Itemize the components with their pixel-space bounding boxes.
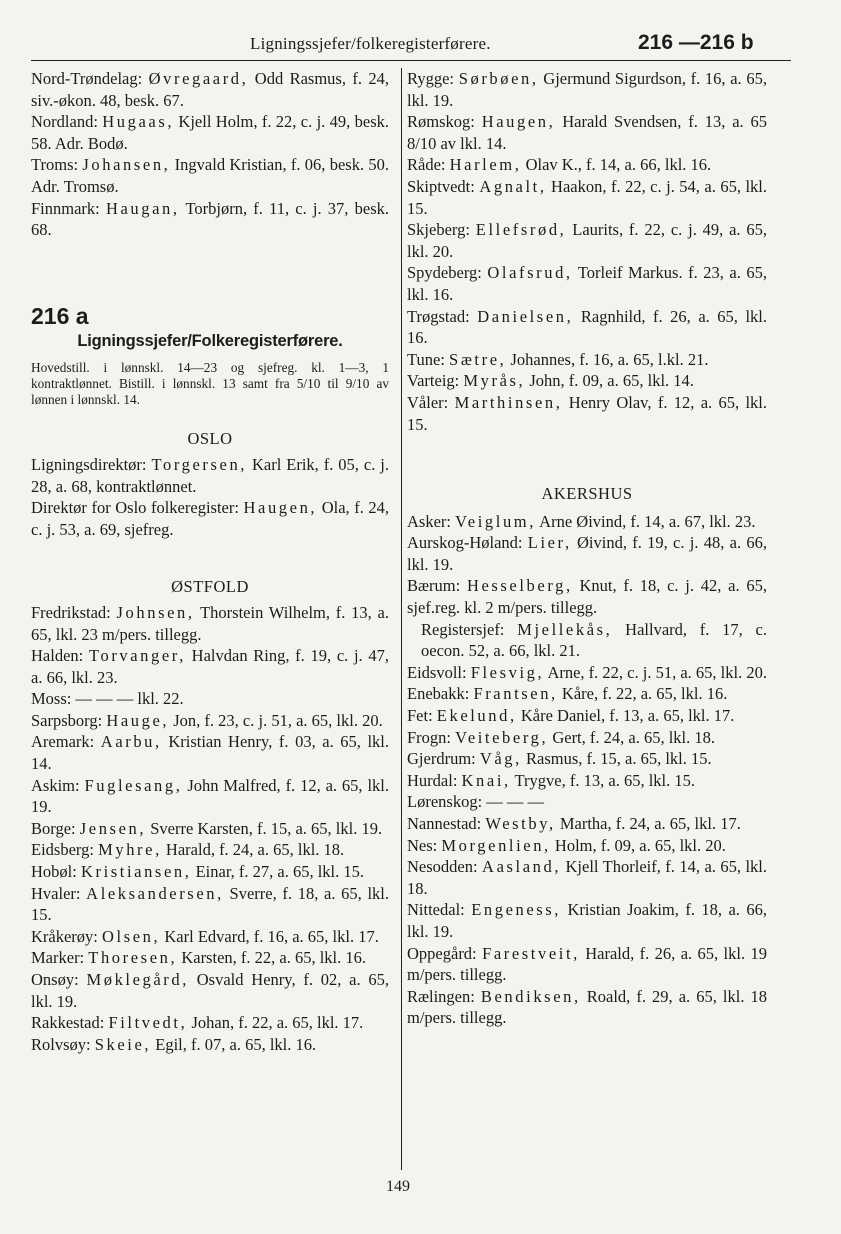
entry-surname: Aasland, — [482, 857, 562, 877]
directory-entry — [31, 926, 389, 948]
entry-details: Kristian Henry, f. 03, a. 65, lkl. 14. — [31, 732, 389, 774]
entry-place: Rygge: — [407, 69, 455, 88]
entry-surname: Veiteberg, — [455, 727, 549, 747]
directory-entry — [407, 370, 767, 392]
entry-details: Sverre Karsten, f. 15, a. 65, lkl. 19. — [146, 818, 383, 838]
entry-place: Troms: — [31, 155, 79, 175]
entry-details: Rasmus, f. 15, a. 65, lkl. 15. — [521, 749, 712, 769]
entry-details: Halvdan Ring, f. 19, c. j. 47, a. 66, lkl. 23. — [31, 646, 390, 687]
entry-details: Haakon, f. 22, c. j. 54, a. 65, lkl. 15. — [407, 176, 767, 218]
entry-place: Eidsvoll: — [407, 662, 467, 682]
entry-details: Einar, f. 27, a. 65, lkl. 15. — [191, 862, 365, 882]
entry-surname: Haugan, — [105, 198, 180, 218]
entry-surname: Torgersen, — [151, 454, 248, 474]
section-number: 216 a — [31, 302, 89, 329]
directory-entry — [31, 497, 389, 540]
section-note: Hovedstill. i lønnskl. 14—23 og sjefreg. kl. 1—3, 1 kontraktlønnet. Bistill. i lønnskl. 13 samt fra 5/10 til 9/10 av lønnen i lønnskl. 14. — [31, 360, 389, 408]
directory-entry — [407, 262, 767, 305]
entry-place: Enebakk: — [407, 684, 470, 704]
directory-entry — [31, 731, 389, 774]
directory-entry — [31, 111, 389, 154]
directory-entry — [407, 219, 767, 262]
directory-entry — [407, 154, 767, 176]
akershus-entries — [407, 511, 767, 1029]
directory-entry — [31, 947, 389, 969]
entry-surname: Aleksandersen, — [86, 883, 224, 903]
directory-entry — [31, 1012, 389, 1034]
entry-details: Kåre Daniel, f. 13, a. 65, lkl. 17. — [516, 706, 735, 726]
entry-place: Sarpsborg: — [31, 710, 103, 730]
entry-surname: Engeness, — [471, 900, 562, 920]
entry-surname: Harlem, — [449, 155, 522, 175]
directory-entry — [31, 883, 389, 926]
entry-details: Laurits, f. 22, c. j. 49, a. 65, lkl. 20. — [407, 220, 768, 261]
entry-details: Kjell Holm, f. 22, c. j. 49, besk. 58. Adr. Bodø. — [31, 112, 389, 153]
entry-place: Rakkestad: — [31, 1013, 105, 1033]
directory-entry — [31, 839, 389, 861]
entry-details: Trygve, f. 13, a. 65, lkl. 15. — [510, 770, 695, 790]
entry-place: Nittedal: — [407, 900, 465, 920]
entry-place: Eidsberg: — [31, 840, 94, 860]
entry-place: Moss: — [31, 689, 72, 709]
entry-place: Fredrikstad: — [31, 602, 111, 622]
directory-entry — [407, 111, 767, 154]
directory-entry — [31, 775, 389, 818]
entry-place: Gjerdrum: — [407, 749, 476, 769]
region-heading-ostfold: ØSTFOLD — [171, 577, 249, 597]
directory-entry — [407, 986, 767, 1029]
directory-entry — [407, 899, 767, 942]
entry-place: Nord-Trøndelag: — [31, 69, 143, 88]
entry-place: Rælingen: — [407, 986, 475, 1006]
directory-entry — [407, 813, 767, 835]
directory-entry — [407, 306, 767, 349]
entry-place: Registersjef: — [421, 619, 505, 639]
entry-surname: Veiglum, — [455, 511, 536, 531]
directory-entry — [407, 943, 767, 986]
entry-surname: Våg, — [479, 749, 522, 769]
header-rule — [31, 60, 791, 61]
section-heading: Ligningssjefer/Folkeregisterførere. — [77, 331, 343, 350]
entry-details: Hallvard, f. 17, c. oecon. 52, a. 66, lkl. 21. — [421, 619, 768, 661]
entry-place: Oppegård: — [407, 943, 477, 963]
entry-place: Halden: — [31, 646, 84, 666]
directory-entry — [31, 969, 389, 1012]
entry-surname: Fuglesang, — [84, 775, 183, 795]
entry-details: — — — — [486, 792, 545, 812]
entry-details: Thorstein Wilhelm, f. 13, a. 65, lkl. 23 m/pers. tillegg. — [31, 602, 389, 644]
entry-details: Osvald Henry, f. 02, a. 65, lkl. 19. — [31, 970, 389, 1011]
entry-details: Harald, f. 26, a. 65, lkl. 19 m/pers. tillegg. — [407, 943, 767, 985]
entry-details: Olav K., f. 14, a. 66, lkl. 16. — [521, 155, 712, 175]
entry-place: Nordland: — [31, 112, 98, 132]
directory-entry — [31, 861, 389, 883]
region-heading-akershus: AKERSHUS — [541, 484, 633, 504]
directory-entry — [407, 770, 767, 792]
directory-entry — [407, 791, 767, 813]
entry-details: Jon, f. 23, c. j. 51, a. 65, lkl. 20. — [169, 710, 383, 730]
directory-entry — [407, 856, 767, 899]
entry-details: Kåre, f. 22, a. 65, lkl. 16. — [557, 684, 728, 704]
entry-place: Tune: — [407, 349, 445, 369]
entry-surname: Danielsen, — [477, 306, 574, 326]
entry-surname: Farestveit, — [482, 943, 580, 963]
entry-surname: Thoresen, — [88, 948, 178, 968]
entry-place: Skjeberg: — [407, 220, 470, 240]
entry-surname: Jensen, — [79, 818, 147, 838]
entry-surname: Olafsrud, — [487, 263, 573, 283]
entry-place: Fet: — [407, 706, 433, 726]
entry-details: Arne, f. 22, c. j. 51, a. 65, lkl. 20. — [544, 662, 767, 682]
entry-place: Frogn: — [407, 727, 452, 747]
entry-place: Kråkerøy: — [31, 926, 98, 946]
entry-place: Rolvsøy: — [31, 1034, 91, 1054]
directory-entry — [407, 662, 767, 684]
running-header-title: Ligningssjefer/folkeregisterførere. — [250, 34, 491, 53]
entry-surname: Haugen, — [481, 112, 556, 132]
entry-surname: Johnsen, — [116, 602, 195, 622]
entry-place: Finnmark: — [31, 198, 100, 218]
directory-entry — [31, 454, 389, 497]
entry-details: Ola, f. 24, c. j. 53, a. 69, sjefreg. — [31, 498, 389, 539]
entry-surname: Møklegård, — [86, 970, 189, 989]
left-top-entries — [31, 68, 389, 241]
entry-place: Lørenskog: — [407, 792, 483, 812]
directory-entry — [407, 511, 767, 533]
entry-place: Trøgstad: — [407, 306, 470, 326]
entry-surname: Torvanger, — [88, 646, 186, 666]
entry-surname: Knai, — [461, 770, 511, 790]
right-column — [407, 68, 767, 1029]
entry-surname: Bendiksen, — [480, 986, 581, 1006]
directory-entry — [407, 532, 767, 575]
entry-surname: Kristiansen, — [80, 862, 192, 882]
directory-entry — [407, 349, 767, 371]
entry-details: John, f. 09, a. 65, lkl. 14. — [525, 371, 694, 391]
directory-entry — [407, 392, 767, 435]
entry-details: Sverre, f. 18, a. 65, lkl. 15. — [31, 883, 389, 925]
directory-entry — [407, 176, 767, 219]
entry-surname: Myhre, — [98, 840, 162, 860]
entry-details: Ingvald Kristian, f. 06, besk. 50. Adr. Tromsø. — [31, 155, 389, 196]
entry-details: Johan, f. 22, a. 65, lkl. 17. — [187, 1013, 364, 1033]
entry-details: Holm, f. 09, a. 65, lkl. 20. — [550, 835, 726, 855]
entry-place: Skiptvedt: — [407, 176, 475, 196]
entry-details: Gjermund Sigurdson, f. 16, a. 65, lkl. 19. — [407, 69, 767, 110]
entry-place: Våler: — [407, 392, 449, 412]
entry-surname: Agnalt, — [479, 176, 547, 196]
entry-place: Hobøl: — [31, 862, 77, 882]
directory-entry — [31, 198, 389, 241]
entry-details: Kjell Thorleif, f. 14, a. 65, lkl. 18. — [407, 857, 768, 898]
entry-surname: Skeie, — [94, 1034, 152, 1054]
entry-surname: Westby, — [485, 814, 556, 833]
entry-details: Martha, f. 24, a. 65, lkl. 17. — [555, 814, 741, 833]
directory-entry — [407, 705, 767, 727]
entry-surname: Flesvig, — [470, 662, 545, 682]
entry-details: Odd Rasmus, f. 24, siv.-økon. 48, besk. 67. — [31, 69, 390, 110]
entry-surname: Olsen, — [102, 926, 161, 946]
entry-place: Spydeberg: — [407, 263, 482, 283]
entry-place: Bærum: — [407, 576, 461, 596]
entry-surname: Lier, — [527, 533, 572, 553]
entry-surname: Mjellekås, — [517, 619, 613, 639]
entry-details: Karl Erik, f. 05, c. j. 28, a. 68, kontraktlønnet. — [31, 454, 390, 496]
right-top-entries — [407, 68, 767, 435]
entry-place: Råde: — [407, 155, 446, 175]
entry-place: Hurdal: — [407, 770, 458, 790]
entry-surname: Sætre, — [449, 349, 507, 369]
entry-surname: Sørbøen, — [458, 69, 539, 88]
entry-place: Ligningsdirektør: — [31, 454, 147, 474]
entry-details: Karl Edvard, f. 16, a. 65, lkl. 17. — [160, 926, 379, 946]
page-number: 149 — [386, 1178, 410, 1195]
entry-place: Hvaler: — [31, 883, 81, 903]
directory-entry — [407, 727, 767, 749]
directory-entry — [407, 68, 767, 111]
entry-place: Nes: — [407, 835, 438, 855]
directory-entry — [407, 575, 767, 618]
entry-place: Varteig: — [407, 371, 460, 391]
directory-entry — [407, 748, 767, 770]
entry-place: Nannestad: — [407, 814, 482, 833]
entry-details: Gert, f. 24, a. 65, lkl. 18. — [548, 727, 716, 747]
entry-surname: Ellefsrød, — [475, 220, 567, 240]
entry-details: Karsten, f. 22, a. 65, lkl. 16. — [177, 948, 367, 968]
ostfold-entries — [31, 602, 389, 1055]
entry-surname: Øvregaard, — [148, 69, 249, 88]
entry-place: Asker: — [407, 511, 451, 531]
entry-surname: Haugen, — [243, 498, 318, 518]
entry-place: Direktør for Oslo folkeregister: — [31, 498, 239, 518]
entry-details: John Malfred, f. 12, a. 65, lkl. 19. — [31, 775, 389, 817]
entry-details: — — — lkl. 22. — [75, 689, 184, 709]
oslo-entries — [31, 454, 389, 540]
entry-details: Roald, f. 29, a. 65, lkl. 18 m/pers. tillegg. — [407, 986, 767, 1028]
entry-place: Marker: — [31, 948, 85, 968]
entry-details: Ragnhild, f. 26, a. 65, lkl. 16. — [407, 306, 768, 348]
directory-entry — [31, 645, 389, 688]
entry-details: Henry Olav, f. 12, a. 65, lkl. 15. — [407, 392, 768, 434]
entry-place: Onsøy: — [31, 970, 79, 989]
directory-entry — [31, 154, 389, 197]
entry-details: Egil, f. 07, a. 65, lkl. 16. — [151, 1034, 317, 1054]
directory-entry — [407, 835, 767, 857]
entry-place: Rømskog: — [407, 112, 475, 132]
directory-entry — [407, 683, 767, 705]
entry-place: Nesodden: — [407, 857, 478, 877]
entry-surname: Hauge, — [106, 710, 170, 730]
running-header-page-range: 216 —216 b — [638, 31, 754, 54]
entry-details: Johannes, f. 16, a. 65, l.kl. 21. — [506, 349, 709, 369]
region-heading-oslo: OSLO — [187, 429, 233, 449]
entry-surname: Filtvedt, — [108, 1013, 188, 1033]
entry-surname: Marthinsen, — [454, 392, 563, 412]
entry-details: Øivind, f. 19, c. j. 48, a. 66, lkl. 19. — [407, 533, 768, 574]
entry-place: Askim: — [31, 775, 80, 795]
entry-details: Knut, f. 18, c. j. 42, a. 65, sjef.reg. kl. 2 m/pers. tillegg. — [407, 576, 767, 618]
entry-surname: Myrås, — [463, 371, 526, 391]
directory-entry — [407, 619, 767, 662]
entry-surname: Ekelund, — [436, 706, 517, 726]
left-column — [31, 68, 389, 1055]
entry-surname: Morgenlien, — [441, 835, 551, 855]
directory-entry — [31, 710, 389, 732]
entry-details: Torbjørn, f. 11, c. j. 37, besk. 68. — [31, 198, 389, 240]
entry-surname: Frantsen, — [473, 684, 558, 704]
entry-surname: Hesselberg, — [466, 576, 573, 596]
entry-place: Aremark: — [31, 732, 95, 752]
entry-details: Kristian Joakim, f. 18, a. 66, lkl. 19. — [407, 900, 768, 941]
directory-entry — [31, 68, 389, 111]
entry-place: Borge: — [31, 818, 76, 838]
entry-details: Torleif Markus. f. 23, a. 65, lkl. 16. — [407, 263, 768, 304]
entry-details: Arne Øivind, f. 14, a. 67, lkl. 23. — [535, 511, 756, 531]
entry-surname: Hugaas, — [102, 112, 175, 132]
entry-details: Harald, f. 24, a. 65, lkl. 18. — [161, 840, 345, 860]
column-divider — [401, 68, 402, 1170]
directory-entry — [31, 818, 389, 840]
entry-surname: Aarbu, — [100, 732, 162, 752]
directory-entry — [31, 602, 389, 645]
directory-entry — [31, 688, 389, 710]
entry-surname: Johansen, — [82, 155, 171, 175]
directory-entry — [31, 1034, 389, 1056]
entry-place: Aurskog-Høland: — [407, 533, 523, 553]
entry-details: Harald Svendsen, f. 13, a. 65 8/10 av lkl. 14. — [407, 112, 767, 153]
